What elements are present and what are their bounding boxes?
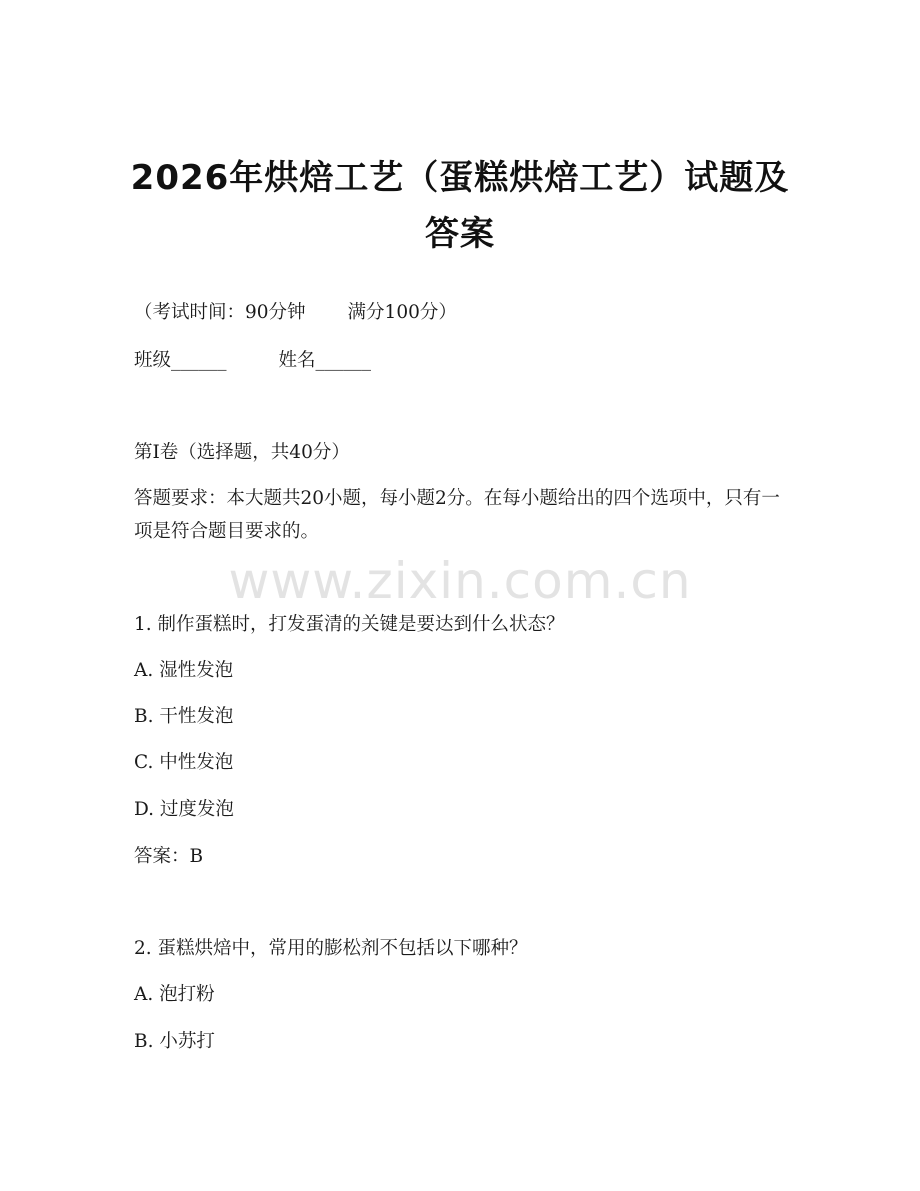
question-1-option-b: B. 干性发泡 [134, 706, 234, 727]
exam-info [134, 298, 457, 328]
section-heading: 第I卷（选择题，共40分） [134, 442, 350, 463]
watermark: www.zixin.com.cn [228, 552, 692, 610]
exam-score: 满分100分） [347, 302, 457, 323]
question-1-option-c: C. 中性发泡 [134, 752, 234, 773]
question-1-answer: 答案：B [134, 846, 204, 867]
section-instructions: 答题要求：本大题共20小题，每小题2分。在每小题给出的四个选项中，只有一项是符合题目要求的。 [134, 488, 780, 542]
class-field: 班级______ [134, 350, 227, 371]
question-2-stem: 2. 蛋糕烘焙中，常用的膨松剂不包括以下哪种？ [134, 938, 528, 959]
question-2-option-a: A. 泡打粉 [134, 984, 215, 1005]
question-2-option-b: B. 小苏打 [134, 1031, 215, 1052]
exam-time: （考试时间：90分钟 [134, 302, 306, 323]
student-fields [134, 346, 371, 376]
name-field: 姓名______ [278, 350, 372, 371]
question-1-stem: 1. 制作蛋糕时，打发蛋清的关键是要达到什么状态？ [134, 614, 565, 635]
document-title: 2026年烘焙工艺（蛋糕烘焙工艺）试题及答案 [130, 158, 790, 254]
question-1-option-a: A. 湿性发泡 [134, 660, 234, 681]
question-1-option-d: D. 过度发泡 [134, 799, 234, 820]
